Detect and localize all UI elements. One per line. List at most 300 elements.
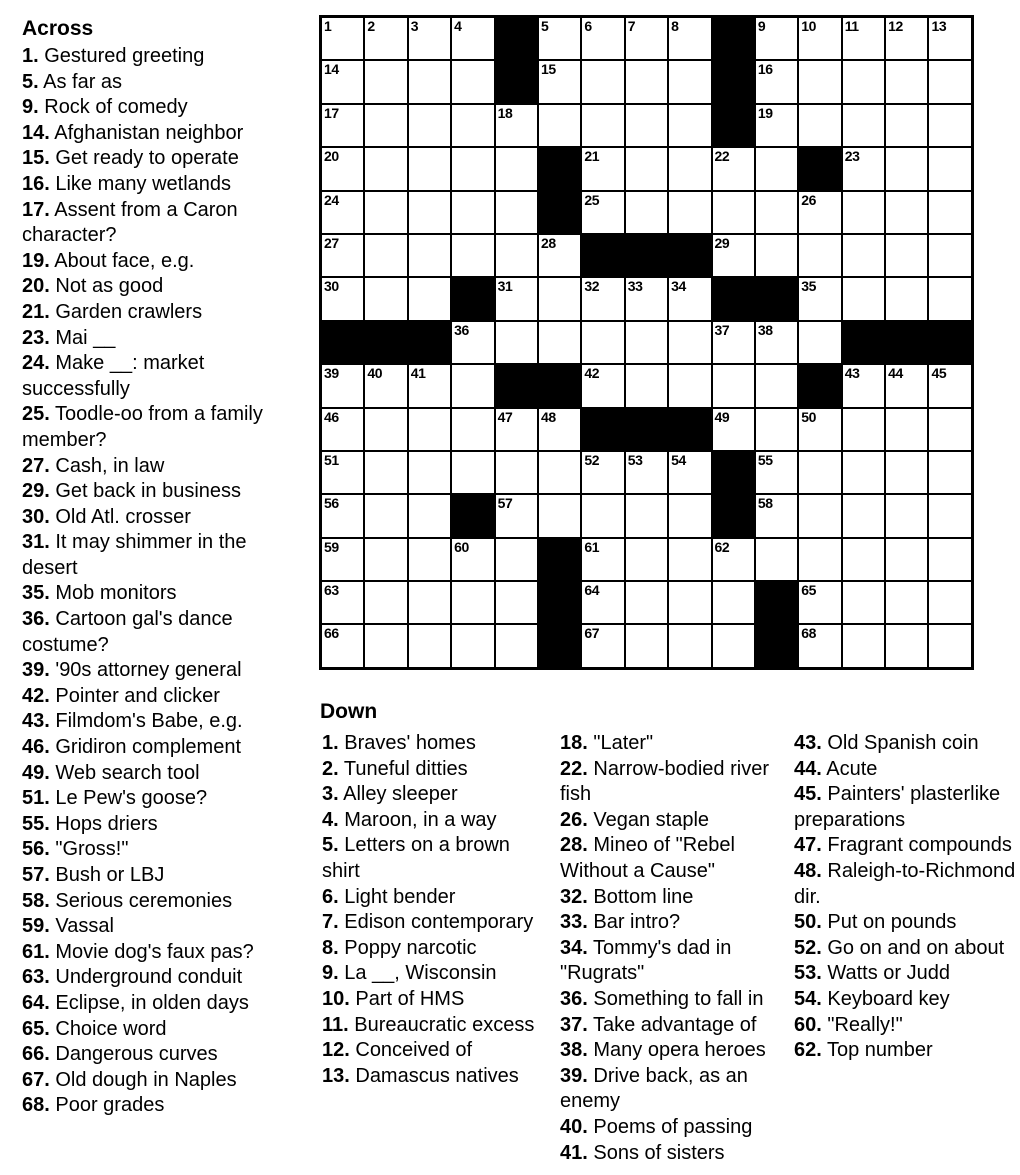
grid-cell-r8c5[interactable] xyxy=(496,322,537,363)
grid-cell-r15c13[interactable] xyxy=(843,625,884,666)
grid-cell-r1c8[interactable] xyxy=(626,18,667,59)
grid-cell-r3c4[interactable] xyxy=(452,105,493,146)
grid-cell-r12c1[interactable] xyxy=(322,495,363,536)
grid-cell-r14c5[interactable] xyxy=(496,582,537,623)
grid-cell-r4c11[interactable] xyxy=(756,148,797,189)
grid-cell-r9c2[interactable] xyxy=(365,365,406,406)
grid-cell-r2c6[interactable] xyxy=(539,61,580,102)
grid-cell-r7c9[interactable] xyxy=(669,278,710,319)
black-square-r8c14 xyxy=(886,322,927,363)
grid-cell-r15c7[interactable] xyxy=(582,625,623,666)
down-clue-38: 38. Many opera heroes xyxy=(560,1039,766,1062)
grid-cell-r7c2[interactable] xyxy=(365,278,406,319)
grid-cell-r1c13[interactable] xyxy=(843,18,884,59)
down-clue-7: 7. Edison contemporary xyxy=(322,911,534,934)
grid-cell-r1c6[interactable] xyxy=(539,18,580,59)
grid-cell-r7c3[interactable] xyxy=(409,278,450,319)
across-clue-58: 58. Serious ceremonies xyxy=(22,889,233,912)
grid-cell-r4c13[interactable] xyxy=(843,148,884,189)
grid-cell-r4c1[interactable] xyxy=(322,148,363,189)
grid-cell-r3c3[interactable] xyxy=(409,105,450,146)
across-clue-15: 15. Get ready to operate xyxy=(22,147,239,170)
grid-cell-r5c7[interactable] xyxy=(582,192,623,233)
grid-cell-r15c5[interactable] xyxy=(496,625,537,666)
grid-cell-r13c15[interactable] xyxy=(929,539,970,580)
clue-number: 23. xyxy=(22,326,50,349)
down-clue-52: 52. Go on and on about xyxy=(794,936,1005,959)
grid-cell-r8c9[interactable] xyxy=(669,322,710,363)
clue-number: 46. xyxy=(22,736,50,759)
grid-cell-r4c15[interactable] xyxy=(929,148,970,189)
grid-cell-r14c7[interactable] xyxy=(582,582,623,623)
grid-cell-r6c2[interactable] xyxy=(365,235,406,276)
grid-cell-r15c8[interactable] xyxy=(626,625,667,666)
grid-cell-r2c8[interactable] xyxy=(626,61,667,102)
black-square-r6c7 xyxy=(582,235,623,276)
clue-number: 24. xyxy=(22,352,50,375)
across-clue-55: 55. Hops driers xyxy=(22,812,158,835)
clue-number: 57. xyxy=(22,864,50,886)
cell-number: 48 xyxy=(540,408,556,425)
grid-cell-r13c11[interactable] xyxy=(756,539,797,580)
grid-cell-r12c14[interactable] xyxy=(886,495,927,536)
black-square-r2c5 xyxy=(496,61,537,102)
cell-number: 62 xyxy=(714,538,730,555)
grid-cell-r6c6[interactable] xyxy=(539,235,580,276)
grid-cell-r5c12[interactable] xyxy=(799,192,840,233)
grid-cell-r12c12[interactable] xyxy=(799,495,840,536)
grid-cell-r8c7[interactable] xyxy=(582,322,623,363)
grid-cell-r9c9[interactable] xyxy=(669,365,710,406)
down-clue-36: 36. Something to fall in xyxy=(560,987,764,1010)
grid-cell-r1c2[interactable] xyxy=(365,18,406,59)
cell-number: 6 xyxy=(584,18,592,34)
cell-number: 13 xyxy=(931,18,947,34)
grid-cell-r8c11[interactable] xyxy=(756,322,797,363)
grid-cell-r1c15[interactable] xyxy=(929,18,970,59)
down-clue-5: 5. Letters on a brown shirt xyxy=(322,834,510,882)
clue-number: 63. xyxy=(22,966,50,989)
grid-cell-r11c11[interactable] xyxy=(756,452,797,493)
cell-number: 46 xyxy=(324,408,339,425)
clue-number: 36. xyxy=(560,987,588,1010)
cell-number: 33 xyxy=(627,278,643,295)
grid-cell-r12c5[interactable] xyxy=(496,495,537,536)
grid-cell-r3c8[interactable] xyxy=(626,105,667,146)
grid-cell-r1c14[interactable] xyxy=(886,18,927,59)
grid-cell-r6c5[interactable] xyxy=(496,235,537,276)
across-clue-21: 21. Garden crawlers xyxy=(22,300,203,323)
black-square-r3c10 xyxy=(713,105,754,146)
clue-number: 44. xyxy=(794,757,822,780)
cell-number: 52 xyxy=(584,451,600,468)
grid-cell-r7c6[interactable] xyxy=(539,278,580,319)
grid-cell-r7c5[interactable] xyxy=(496,278,537,319)
grid-cell-r4c10[interactable] xyxy=(713,148,754,189)
grid-cell-r15c10[interactable] xyxy=(713,625,754,666)
grid-cell-r1c12[interactable] xyxy=(799,18,840,59)
clue-number: 13. xyxy=(322,1064,350,1087)
across-clue-23: 23. Mai __ xyxy=(22,326,116,349)
grid-cell-r11c15[interactable] xyxy=(929,452,970,493)
down-clues-column-3 xyxy=(794,731,1020,1064)
grid-cell-r14c1[interactable] xyxy=(322,582,363,623)
grid-cell-r9c10[interactable] xyxy=(713,365,754,406)
grid-cell-r8c8[interactable] xyxy=(626,322,667,363)
grid-cell-r10c2[interactable] xyxy=(365,409,406,450)
grid-cell-r11c3[interactable] xyxy=(409,452,450,493)
clue-number: 38. xyxy=(560,1039,588,1062)
cell-number: 66 xyxy=(324,625,339,642)
down-clue-6: 6. Light bender xyxy=(322,885,456,908)
grid-cell-r9c11[interactable] xyxy=(756,365,797,406)
grid-cell-r4c5[interactable] xyxy=(496,148,537,189)
grid-cell-r6c3[interactable] xyxy=(409,235,450,276)
clue-number: 39. xyxy=(22,659,50,682)
grid-cell-r9c14[interactable] xyxy=(886,365,927,406)
across-clue-65: 65. Choice word xyxy=(22,1017,167,1040)
grid-cell-r4c3[interactable] xyxy=(409,148,450,189)
cell-number: 10 xyxy=(801,18,817,34)
crossword-grid xyxy=(319,15,974,670)
grid-cell-r10c4[interactable] xyxy=(452,409,493,450)
grid-cell-r13c3[interactable] xyxy=(409,539,450,580)
grid-cell-r14c14[interactable] xyxy=(886,582,927,623)
grid-cell-r10c3[interactable] xyxy=(409,409,450,450)
grid-cell-r2c13[interactable] xyxy=(843,61,884,102)
cell-number: 38 xyxy=(757,321,773,338)
grid-cell-r12c3[interactable] xyxy=(409,495,450,536)
grid-cell-r13c12[interactable] xyxy=(799,539,840,580)
grid-cell-r8c6[interactable] xyxy=(539,322,580,363)
grid-cell-r15c15[interactable] xyxy=(929,625,970,666)
grid-cell-r13c10[interactable] xyxy=(713,539,754,580)
across-clue-list xyxy=(22,44,314,1119)
clue-number: 41. xyxy=(560,1141,588,1164)
grid-cell-r6c11[interactable] xyxy=(756,235,797,276)
grid-cell-r8c10[interactable] xyxy=(713,322,754,363)
grid-cell-r11c6[interactable] xyxy=(539,452,580,493)
cell-number: 9 xyxy=(757,18,766,34)
across-clue-66: 66. Dangerous curves xyxy=(22,1043,218,1066)
grid-cell-r9c13[interactable] xyxy=(843,365,884,406)
grid-cell-r5c15[interactable] xyxy=(929,192,970,233)
clue-number: 54. xyxy=(794,987,822,1010)
grid-cell-r1c1[interactable] xyxy=(322,18,363,59)
clue-number: 15. xyxy=(22,147,50,170)
cell-number: 35 xyxy=(801,278,817,295)
grid-cell-r9c15[interactable] xyxy=(929,365,970,406)
grid-cell-r3c9[interactable] xyxy=(669,105,710,146)
grid-cell-r13c5[interactable] xyxy=(496,539,537,580)
cell-number: 25 xyxy=(584,191,600,208)
clue-number: 29. xyxy=(22,480,50,503)
grid-cell-r2c9[interactable] xyxy=(669,61,710,102)
grid-cell-r6c13[interactable] xyxy=(843,235,884,276)
grid-cell-r4c8[interactable] xyxy=(626,148,667,189)
black-square-r5c6 xyxy=(539,192,580,233)
grid-cell-r15c3[interactable] xyxy=(409,625,450,666)
grid-cell-r10c10[interactable] xyxy=(713,409,754,450)
grid-cell-r3c5[interactable] xyxy=(496,105,537,146)
grid-cell-r4c14[interactable] xyxy=(886,148,927,189)
grid-cell-r3c6[interactable] xyxy=(539,105,580,146)
grid-cell-r8c12[interactable] xyxy=(799,322,840,363)
grid-cell-r7c1[interactable] xyxy=(322,278,363,319)
cell-number: 58 xyxy=(757,495,773,512)
grid-cell-r14c2[interactable] xyxy=(365,582,406,623)
cell-number: 42 xyxy=(584,365,600,382)
clue-number: 28. xyxy=(560,834,588,857)
grid-cell-r2c7[interactable] xyxy=(582,61,623,102)
grid-cell-r2c3[interactable] xyxy=(409,61,450,102)
grid-cell-r10c13[interactable] xyxy=(843,409,884,450)
cell-number: 61 xyxy=(584,538,600,555)
grid-cell-r5c1[interactable] xyxy=(322,192,363,233)
clue-number: 31. xyxy=(22,531,50,554)
grid-cell-r11c7[interactable] xyxy=(582,452,623,493)
grid-cell-r11c9[interactable] xyxy=(669,452,710,493)
grid-cell-r14c4[interactable] xyxy=(452,582,493,623)
down-clue-12: 12. Conceived of xyxy=(322,1039,473,1062)
black-square-r10c8 xyxy=(626,409,667,450)
grid-cell-r3c1[interactable] xyxy=(322,105,363,146)
cell-number: 4 xyxy=(454,18,462,34)
down-clue-8: 8. Poppy narcotic xyxy=(322,936,477,959)
grid-cell-r10c6[interactable] xyxy=(539,409,580,450)
cell-number: 24 xyxy=(324,191,339,208)
grid-cell-r11c8[interactable] xyxy=(626,452,667,493)
down-clue-33: 33. Bar intro? xyxy=(560,911,681,934)
across-clue-1: 1. Gestured greeting xyxy=(22,45,205,67)
cell-number: 55 xyxy=(757,451,773,468)
grid-cell-r3c11[interactable] xyxy=(756,105,797,146)
grid-cell-r1c3[interactable] xyxy=(409,18,450,59)
grid-cell-r9c3[interactable] xyxy=(409,365,450,406)
grid-cell-r13c9[interactable] xyxy=(669,539,710,580)
grid-cell-r2c11[interactable] xyxy=(756,61,797,102)
grid-cell-r12c15[interactable] xyxy=(929,495,970,536)
across-clue-61: 61. Movie dog's faux pas? xyxy=(22,940,254,963)
grid-cell-r13c7[interactable] xyxy=(582,539,623,580)
clue-number: 42. xyxy=(22,684,50,707)
grid-cell-r7c15[interactable] xyxy=(929,278,970,319)
grid-cell-r11c13[interactable] xyxy=(843,452,884,493)
grid-cell-r4c2[interactable] xyxy=(365,148,406,189)
grid-cell-r11c14[interactable] xyxy=(886,452,927,493)
grid-cell-r5c4[interactable] xyxy=(452,192,493,233)
grid-cell-r12c2[interactable] xyxy=(365,495,406,536)
grid-cell-r3c13[interactable] xyxy=(843,105,884,146)
grid-cell-r12c9[interactable] xyxy=(669,495,710,536)
cell-number: 16 xyxy=(757,61,773,78)
grid-cell-r4c9[interactable] xyxy=(669,148,710,189)
grid-cell-r10c14[interactable] xyxy=(886,409,927,450)
clue-number: 55. xyxy=(22,812,50,835)
grid-cell-r5c11[interactable] xyxy=(756,192,797,233)
grid-cell-r13c2[interactable] xyxy=(365,539,406,580)
grid-cell-r6c14[interactable] xyxy=(886,235,927,276)
clue-number: 20. xyxy=(22,275,50,298)
clue-number: 47. xyxy=(794,834,822,857)
grid-cell-r15c12[interactable] xyxy=(799,625,840,666)
grid-cell-r2c4[interactable] xyxy=(452,61,493,102)
clue-number: 22. xyxy=(560,757,588,780)
grid-cell-r5c8[interactable] xyxy=(626,192,667,233)
down-clue-44: 44. Acute xyxy=(794,757,878,780)
grid-cell-r3c7[interactable] xyxy=(582,105,623,146)
grid-cell-r14c10[interactable] xyxy=(713,582,754,623)
down-clue-39: 39. Drive back, as an enemy xyxy=(560,1064,748,1113)
grid-cell-r5c13[interactable] xyxy=(843,192,884,233)
grid-cell-r14c13[interactable] xyxy=(843,582,884,623)
grid-cell-r7c13[interactable] xyxy=(843,278,884,319)
black-square-r12c4 xyxy=(452,495,493,536)
grid-cell-r15c14[interactable] xyxy=(886,625,927,666)
grid-cell-r3c12[interactable] xyxy=(799,105,840,146)
grid-cell-r14c15[interactable] xyxy=(929,582,970,623)
grid-cell-r5c9[interactable] xyxy=(669,192,710,233)
clue-number: 60. xyxy=(794,1013,822,1036)
clue-number: 27. xyxy=(22,454,50,477)
grid-cell-r11c12[interactable] xyxy=(799,452,840,493)
grid-cell-r9c7[interactable] xyxy=(582,365,623,406)
across-clues-panel xyxy=(22,16,314,1119)
grid-cell-r2c15[interactable] xyxy=(929,61,970,102)
black-square-r11c10 xyxy=(713,452,754,493)
black-square-r6c9 xyxy=(669,235,710,276)
black-square-r15c6 xyxy=(539,625,580,666)
black-square-r10c7 xyxy=(582,409,623,450)
down-clue-13: 13. Damascus natives xyxy=(322,1064,519,1087)
grid-cell-r11c1[interactable] xyxy=(322,452,363,493)
grid-cell-r1c9[interactable] xyxy=(669,18,710,59)
grid-cell-r11c2[interactable] xyxy=(365,452,406,493)
clue-number: 26. xyxy=(560,808,588,831)
grid-cell-r14c12[interactable] xyxy=(799,582,840,623)
down-clue-4: 4. Maroon, in a way xyxy=(322,808,497,831)
down-clue-48: 48. Raleigh-to-Richmond dir. xyxy=(794,859,1016,908)
cell-number: 50 xyxy=(801,408,817,425)
grid-cell-r7c8[interactable] xyxy=(626,278,667,319)
grid-cell-r6c1[interactable] xyxy=(322,235,363,276)
down-clue-11: 11. Bureaucratic excess xyxy=(322,1013,535,1036)
grid-cell-r2c2[interactable] xyxy=(365,61,406,102)
grid-cell-r6c12[interactable] xyxy=(799,235,840,276)
down-clue-60: 60. "Really!" xyxy=(794,1013,903,1036)
grid-cell-r12c7[interactable] xyxy=(582,495,623,536)
grid-cell-r1c4[interactable] xyxy=(452,18,493,59)
grid-cell-r3c2[interactable] xyxy=(365,105,406,146)
cell-number: 18 xyxy=(497,104,513,121)
grid-cell-r12c6[interactable] xyxy=(539,495,580,536)
grid-cell-r15c2[interactable] xyxy=(365,625,406,666)
grid-cell-r10c1[interactable] xyxy=(322,409,363,450)
cell-number: 3 xyxy=(410,18,419,34)
grid-cell-r1c11[interactable] xyxy=(756,18,797,59)
grid-cell-r15c4[interactable] xyxy=(452,625,493,666)
grid-cell-r12c13[interactable] xyxy=(843,495,884,536)
grid-cell-r7c14[interactable] xyxy=(886,278,927,319)
clue-number: 11. xyxy=(322,1013,349,1036)
grid-cell-r11c4[interactable] xyxy=(452,452,493,493)
grid-cell-r13c4[interactable] xyxy=(452,539,493,580)
clue-number: 52. xyxy=(794,936,822,959)
grid-cell-r15c9[interactable] xyxy=(669,625,710,666)
cell-number: 47 xyxy=(497,408,513,425)
grid-cell-r4c7[interactable] xyxy=(582,148,623,189)
grid-cell-r1c7[interactable] xyxy=(582,18,623,59)
across-clue-43: 43. Filmdom's Babe, e.g. xyxy=(22,710,243,733)
grid-cell-r13c13[interactable] xyxy=(843,539,884,580)
grid-cell-r14c9[interactable] xyxy=(669,582,710,623)
clue-number: 14. xyxy=(22,121,50,144)
cell-number: 28 xyxy=(540,234,556,251)
clue-number: 64. xyxy=(22,991,50,1014)
grid-cell-r2c14[interactable] xyxy=(886,61,927,102)
grid-cell-r8c4[interactable] xyxy=(452,322,493,363)
clue-number: 1. xyxy=(322,732,339,754)
grid-cell-r13c8[interactable] xyxy=(626,539,667,580)
grid-cell-r2c12[interactable] xyxy=(799,61,840,102)
cell-number: 43 xyxy=(844,365,860,382)
down-header: Down xyxy=(320,700,378,723)
grid-cell-r2c1[interactable] xyxy=(322,61,363,102)
clue-number: 45. xyxy=(794,783,822,806)
grid-cell-r14c3[interactable] xyxy=(409,582,450,623)
cell-number: 59 xyxy=(324,538,339,555)
grid-cell-r7c12[interactable] xyxy=(799,278,840,319)
grid-cell-r13c1[interactable] xyxy=(322,539,363,580)
grid-cell-r9c1[interactable] xyxy=(322,365,363,406)
cell-number: 45 xyxy=(931,365,947,382)
grid-cell-r6c4[interactable] xyxy=(452,235,493,276)
grid-cell-r13c14[interactable] xyxy=(886,539,927,580)
grid-cell-r14c8[interactable] xyxy=(626,582,667,623)
across-clue-27: 27. Cash, in law xyxy=(22,454,165,477)
grid-cell-r10c12[interactable] xyxy=(799,409,840,450)
grid-cell-r12c11[interactable] xyxy=(756,495,797,536)
cell-number: 56 xyxy=(324,495,339,512)
grid-cell-r10c11[interactable] xyxy=(756,409,797,450)
grid-cell-r9c8[interactable] xyxy=(626,365,667,406)
grid-cell-r15c1[interactable] xyxy=(322,625,363,666)
grid-cell-r5c10[interactable] xyxy=(713,192,754,233)
clue-number: 18. xyxy=(560,732,588,754)
grid-cell-r10c5[interactable] xyxy=(496,409,537,450)
grid-cell-r6c10[interactable] xyxy=(713,235,754,276)
grid-cell-r7c7[interactable] xyxy=(582,278,623,319)
grid-cell-r5c3[interactable] xyxy=(409,192,450,233)
grid-cell-r12c8[interactable] xyxy=(626,495,667,536)
clue-number: 68. xyxy=(22,1094,50,1117)
down-clue-26: 26. Vegan staple xyxy=(560,808,710,831)
grid-cell-r3c15[interactable] xyxy=(929,105,970,146)
grid-cell-r9c4[interactable] xyxy=(452,365,493,406)
grid-cell-r5c14[interactable] xyxy=(886,192,927,233)
cell-number: 53 xyxy=(627,451,643,468)
clue-number: 67. xyxy=(22,1068,50,1091)
grid-cell-r11c5[interactable] xyxy=(496,452,537,493)
grid-cell-r4c4[interactable] xyxy=(452,148,493,189)
grid-cell-r6c15[interactable] xyxy=(929,235,970,276)
grid-cell-r3c14[interactable] xyxy=(886,105,927,146)
grid-cell-r5c5[interactable] xyxy=(496,192,537,233)
grid-cell-r5c2[interactable] xyxy=(365,192,406,233)
grid-cell-r10c15[interactable] xyxy=(929,409,970,450)
cell-number: 41 xyxy=(410,365,426,382)
black-square-r13c6 xyxy=(539,539,580,580)
